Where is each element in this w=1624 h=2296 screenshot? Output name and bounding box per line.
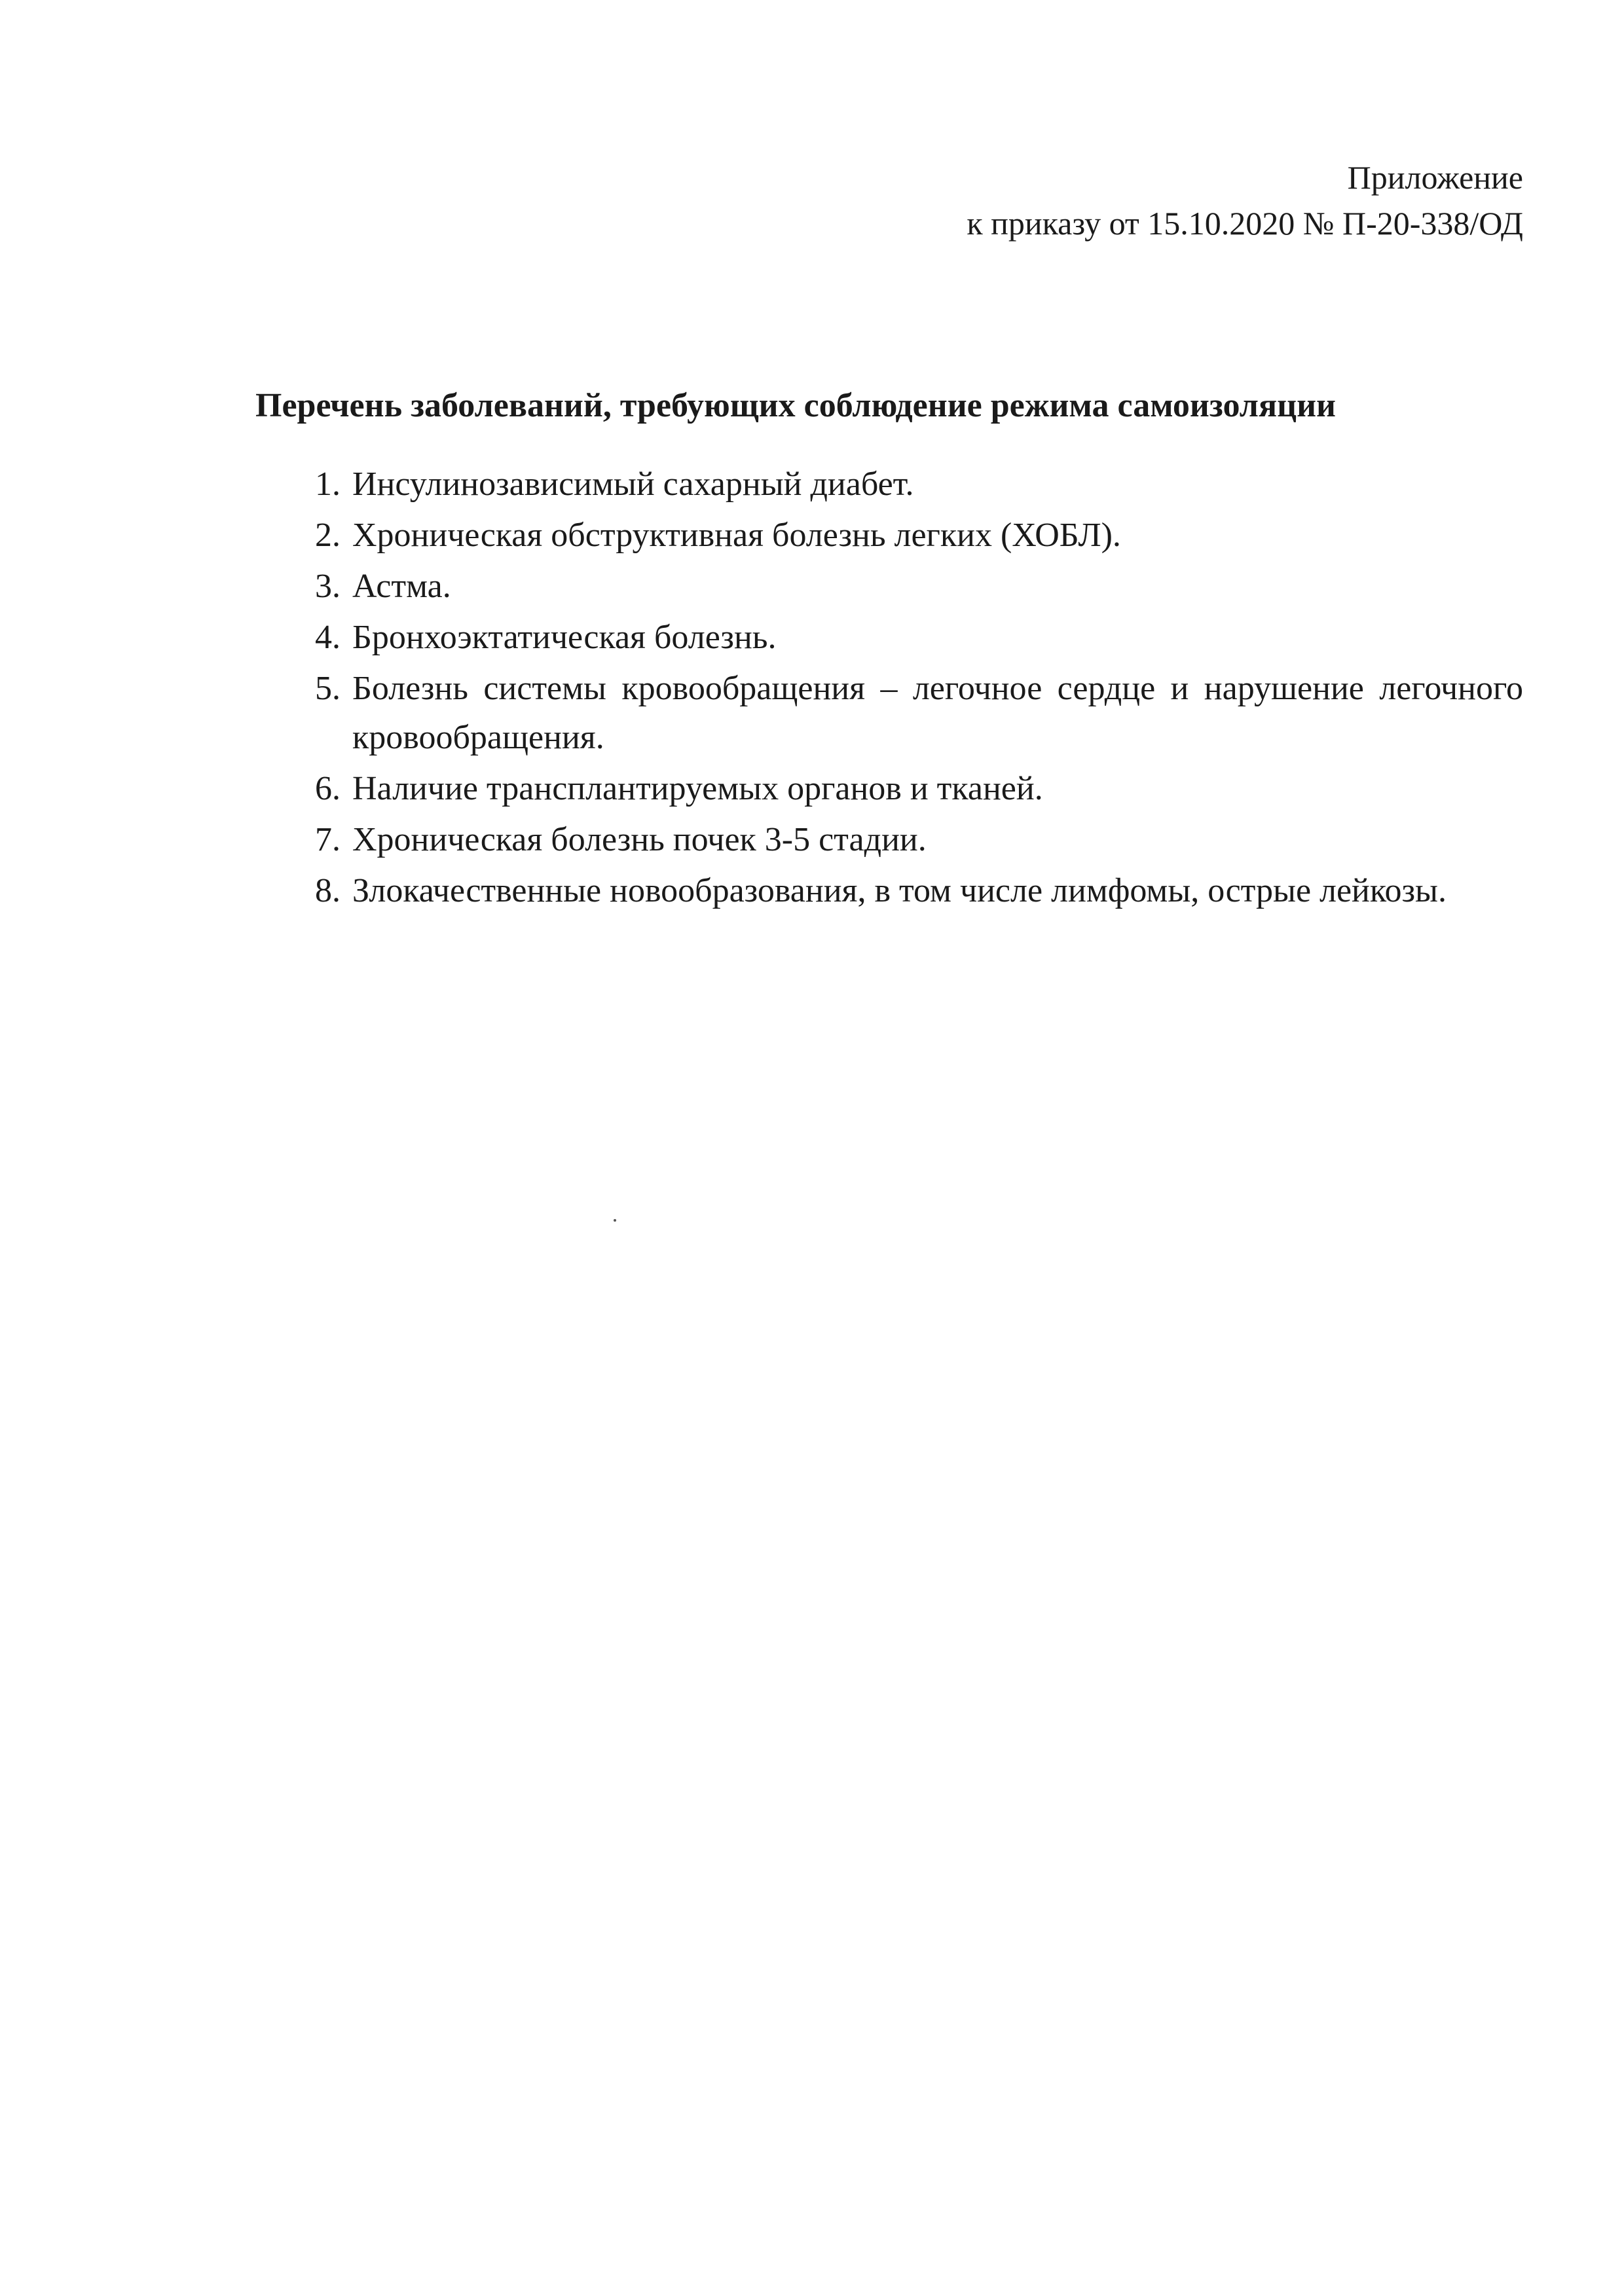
annex-order-reference: к приказу от 15.10.2020 № П-20-338/ОД (967, 205, 1523, 242)
list-item-text: Инсулинозависимый сахарный диабет. (352, 465, 914, 503)
list-item-text: Болезнь системы кровообращения – легочное сердце и нарушение легочного кровообращения. (352, 670, 1523, 756)
list-item (288, 866, 1523, 915)
list-item-number: 6. (315, 770, 341, 807)
list-item-number: 2. (315, 517, 341, 554)
scan-speck (614, 1219, 616, 1222)
list-item (288, 664, 1523, 762)
list-item-number: 5. (315, 670, 341, 707)
list-item-number: 8. (315, 872, 341, 909)
document-title: Перечень заболеваний, требующих соблюдение режима самоизоляции (255, 387, 1336, 424)
list-item-number: 3. (315, 568, 341, 605)
annex-header (967, 155, 1523, 246)
list-item (288, 460, 1523, 509)
list-item-text: Хроническая обструктивная болезнь легких (ХОБЛ). (352, 517, 1121, 554)
list-item-text: Астма. (352, 568, 451, 605)
list-item (288, 815, 1523, 864)
list-item-text: Наличие трансплантируемых органов и тканей. (352, 770, 1043, 807)
list-item-number: 4. (315, 619, 341, 656)
list-item (288, 562, 1523, 611)
list-item-number: 7. (315, 821, 341, 858)
list-item-number: 1. (315, 465, 341, 503)
list-item (288, 613, 1523, 662)
list-item-text: Хроническая болезнь почек 3-5 стадии. (352, 821, 927, 858)
list-item-text: Бронхоэктатическая болезнь. (352, 619, 777, 656)
disease-list (288, 460, 1523, 917)
list-item-text: Злокачественные новообразования, в том числе лимфомы, острые лейкозы. (352, 872, 1447, 909)
list-item (288, 511, 1523, 560)
list-item (288, 764, 1523, 813)
annex-label: Приложение (1347, 159, 1523, 196)
